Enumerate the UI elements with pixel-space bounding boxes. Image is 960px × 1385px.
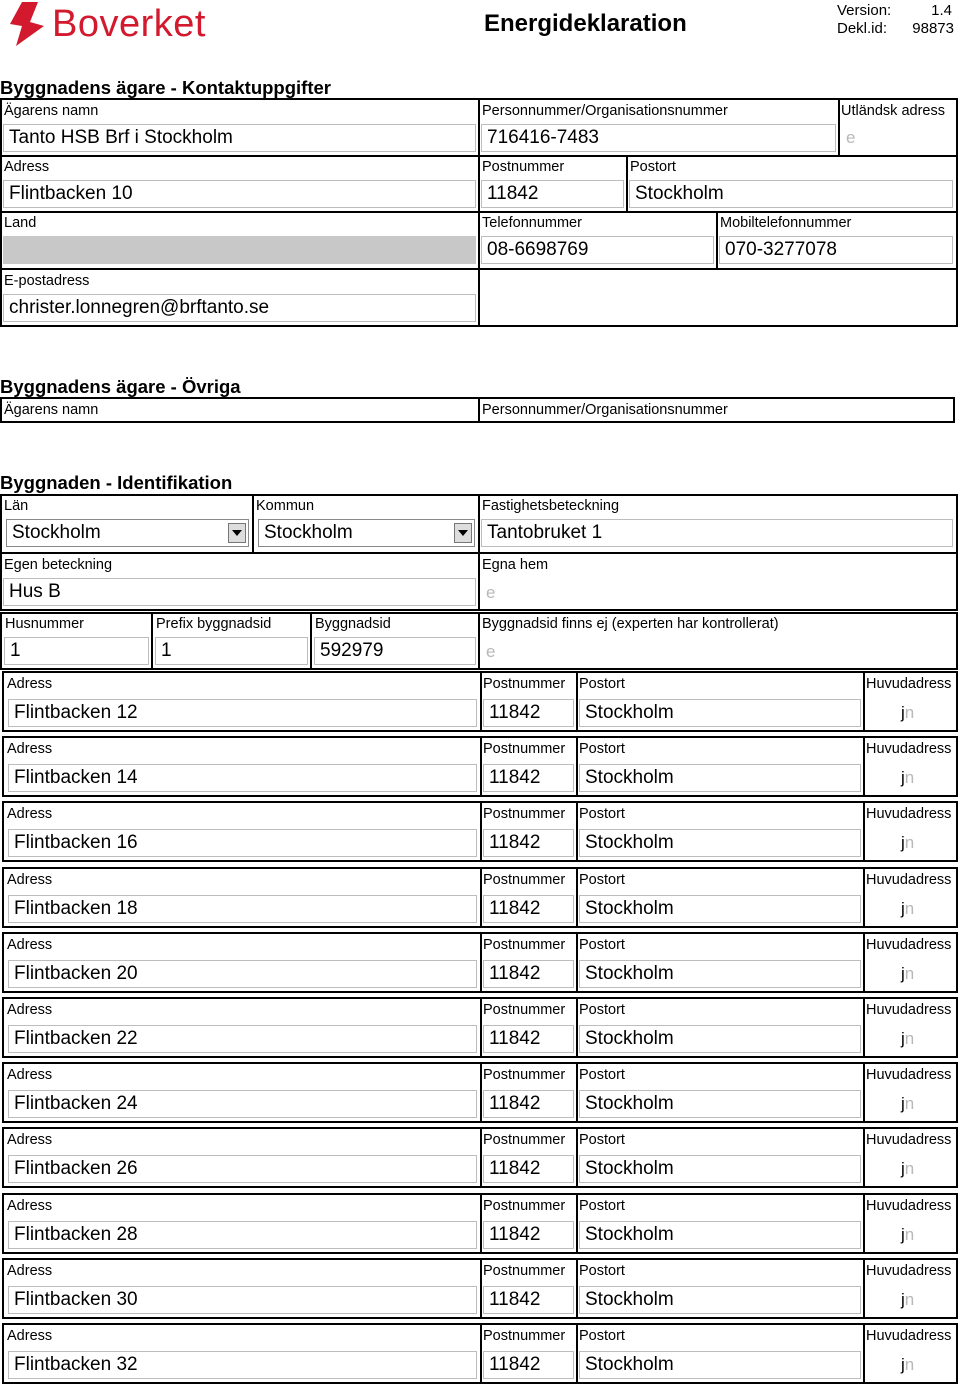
huvudadress-yes-option[interactable]: j bbox=[901, 833, 905, 852]
kommun-select[interactable] bbox=[258, 519, 475, 547]
kommun-value: Stockholm bbox=[264, 522, 353, 543]
address-postnr-field[interactable]: 11842 bbox=[483, 1221, 574, 1249]
postort-label: Postort bbox=[579, 806, 625, 822]
postnummer-label: Postnummer bbox=[483, 1328, 566, 1344]
address-row bbox=[2, 671, 958, 732]
huvudadress-radio[interactable] bbox=[901, 1029, 914, 1049]
postnummer-label: Postnummer bbox=[483, 806, 566, 822]
postort-label: Postort bbox=[579, 1198, 625, 1214]
address-street-field[interactable]: Flintbacken 32 bbox=[8, 1351, 477, 1379]
address-label: Adress bbox=[7, 1067, 53, 1083]
huvudadress-label: Huvudadress bbox=[866, 1002, 952, 1018]
country-label: Land bbox=[4, 215, 37, 231]
boverket-logo-mark bbox=[6, 0, 56, 46]
egna-hem-label: Egna hem bbox=[482, 557, 549, 573]
lan-label: Län bbox=[4, 498, 29, 514]
egen-beteckning-label: Egen beteckning bbox=[4, 557, 113, 573]
huvudadress-yes-option[interactable]: j bbox=[901, 1029, 905, 1048]
huvudadress-label: Huvudadress bbox=[866, 1198, 952, 1214]
version-label: Version: bbox=[837, 2, 892, 19]
huvudadress-no-option[interactable]: n bbox=[904, 1094, 915, 1113]
postort-label: Postort bbox=[579, 676, 625, 692]
huvudadress-radio[interactable] bbox=[901, 1094, 914, 1114]
postort-label: Postort bbox=[579, 1263, 625, 1279]
huvudadress-radio[interactable] bbox=[901, 899, 914, 919]
address-postnr-field[interactable]: 11842 bbox=[483, 699, 574, 727]
egen-beteckning-field[interactable]: Hus B bbox=[3, 578, 476, 606]
huvudadress-no-option[interactable]: n bbox=[904, 1225, 915, 1244]
postort-label: Postort bbox=[579, 1067, 625, 1083]
address-street-field[interactable]: Flintbacken 30 bbox=[8, 1286, 477, 1314]
huvudadress-label: Huvudadress bbox=[866, 1263, 952, 1279]
address-street-field[interactable]: Flintbacken 20 bbox=[8, 960, 477, 988]
huvudadress-no-option[interactable]: n bbox=[904, 899, 915, 918]
address-label: Adress bbox=[7, 806, 53, 822]
huvudadress-label: Huvudadress bbox=[866, 1067, 952, 1083]
postort-label: Postort bbox=[579, 1132, 625, 1148]
prefix-field[interactable]: 1 bbox=[155, 637, 308, 665]
huvudadress-yes-option[interactable]: j bbox=[901, 1094, 905, 1113]
huvudadress-radio[interactable] bbox=[901, 703, 914, 723]
address-row bbox=[2, 1193, 958, 1254]
address-street-field[interactable]: Flintbacken 14 bbox=[8, 764, 477, 792]
doc-title: Energideklaration bbox=[484, 10, 687, 37]
address-postnr-field[interactable]: 11842 bbox=[483, 1286, 574, 1314]
huvudadress-radio[interactable] bbox=[901, 1290, 914, 1310]
huvudadress-no-option[interactable]: n bbox=[904, 1159, 915, 1178]
foreign-address-label: Utländsk adress bbox=[841, 103, 945, 119]
huvudadress-yes-option[interactable]: j bbox=[901, 964, 905, 983]
address-street-field[interactable]: Flintbacken 22 bbox=[8, 1025, 477, 1053]
address-label: Adress bbox=[7, 1198, 53, 1214]
huvudadress-radio[interactable] bbox=[901, 768, 914, 788]
address-postort-field[interactable]: Stockholm bbox=[579, 1351, 861, 1379]
address-postort-field[interactable]: Stockholm bbox=[579, 1090, 861, 1118]
byggnadsid-missing-checkbox[interactable]: e bbox=[486, 642, 496, 661]
address-row bbox=[2, 1258, 958, 1319]
address-label: Adress bbox=[7, 1002, 53, 1018]
huvudadress-no-option[interactable]: n bbox=[904, 1355, 915, 1374]
version-value: 1.4 bbox=[931, 2, 952, 19]
postnummer-label: Postnummer bbox=[483, 937, 566, 953]
address-postnr-field[interactable]: 11842 bbox=[483, 960, 574, 988]
byggnadsid-missing-label: Byggnadsid finns ej (experten har kontrollerat) bbox=[482, 616, 779, 632]
boverket-logo bbox=[6, 0, 221, 48]
postnummer-label: Postnummer bbox=[483, 1132, 566, 1148]
address-postort-field[interactable]: Stockholm bbox=[579, 895, 861, 923]
address-postnr-field[interactable]: 11842 bbox=[483, 764, 574, 792]
address-row bbox=[2, 736, 958, 797]
huvudadress-radio[interactable] bbox=[901, 1159, 914, 1179]
huvudadress-no-option[interactable]: n bbox=[904, 964, 915, 983]
huvudadress-yes-option[interactable]: j bbox=[901, 1159, 905, 1178]
postnummer-label: Postnummer bbox=[483, 1002, 566, 1018]
mobile-field[interactable]: 070-3277078 bbox=[719, 236, 953, 264]
postnummer-label: Postnummer bbox=[483, 872, 566, 888]
address-street-field[interactable]: Flintbacken 28 bbox=[8, 1221, 477, 1249]
owner-postort-label: Postort bbox=[630, 159, 676, 175]
address-row bbox=[2, 801, 958, 862]
huvudadress-label: Huvudadress bbox=[866, 741, 952, 757]
address-postnr-field[interactable]: 11842 bbox=[483, 1351, 574, 1379]
huvudadress-radio[interactable] bbox=[901, 1225, 914, 1245]
address-postort-field[interactable]: Stockholm bbox=[579, 1025, 861, 1053]
huvudadress-yes-option[interactable]: j bbox=[901, 1225, 905, 1244]
address-label: Adress bbox=[7, 872, 53, 888]
postort-label: Postort bbox=[579, 1328, 625, 1344]
email-label: E-postadress bbox=[4, 273, 90, 289]
huvudadress-yes-option[interactable]: j bbox=[901, 1290, 905, 1309]
address-postnr-field[interactable]: 11842 bbox=[483, 829, 574, 857]
address-street-field[interactable]: Flintbacken 26 bbox=[8, 1155, 477, 1183]
huvudadress-yes-option[interactable]: j bbox=[901, 768, 905, 787]
country-field[interactable] bbox=[3, 236, 476, 264]
kommun-label: Kommun bbox=[256, 498, 315, 514]
address-row bbox=[2, 1062, 958, 1123]
foreign-address-checkbox[interactable]: e bbox=[846, 128, 856, 147]
huvudadress-yes-option[interactable]: j bbox=[901, 703, 905, 722]
lan-dropdown-icon[interactable] bbox=[228, 523, 246, 543]
address-postnr-field[interactable]: 11842 bbox=[483, 895, 574, 923]
address-row bbox=[2, 1127, 958, 1188]
owner-postort-field[interactable]: Stockholm bbox=[629, 180, 953, 208]
phone-label: Telefonnummer bbox=[482, 215, 582, 231]
address-postort-field[interactable]: Stockholm bbox=[579, 1286, 861, 1314]
huvudadress-no-option[interactable]: n bbox=[904, 1290, 915, 1309]
postort-label: Postort bbox=[579, 741, 625, 757]
address-row bbox=[2, 1323, 958, 1384]
owner-address-field[interactable]: Flintbacken 10 bbox=[3, 180, 476, 208]
owner-address-label: Adress bbox=[4, 159, 50, 175]
owner-name-field[interactable]: Tanto HSB Brf i Stockholm bbox=[3, 124, 476, 152]
brand-name: Boverket bbox=[52, 3, 206, 45]
address-postort-field[interactable]: Stockholm bbox=[579, 1221, 861, 1249]
address-street-field[interactable]: Flintbacken 18 bbox=[8, 895, 477, 923]
owner-postnr-field[interactable]: 11842 bbox=[481, 180, 624, 208]
postort-label: Postort bbox=[579, 1002, 625, 1018]
huvudadress-radio[interactable] bbox=[901, 1355, 914, 1375]
huvudadress-label: Huvudadress bbox=[866, 1132, 952, 1148]
address-row bbox=[2, 932, 958, 993]
address-label: Adress bbox=[7, 937, 53, 953]
address-postort-field[interactable]: Stockholm bbox=[579, 699, 861, 727]
postnummer-label: Postnummer bbox=[483, 1263, 566, 1279]
address-label: Adress bbox=[7, 1132, 53, 1148]
huvudadress-label: Huvudadress bbox=[866, 806, 952, 822]
postort-label: Postort bbox=[579, 937, 625, 953]
huvudadress-radio[interactable] bbox=[901, 833, 914, 853]
address-postnr-field[interactable]: 11842 bbox=[483, 1025, 574, 1053]
address-postort-field[interactable]: Stockholm bbox=[579, 829, 861, 857]
address-street-field[interactable]: Flintbacken 16 bbox=[8, 829, 477, 857]
address-row bbox=[2, 997, 958, 1058]
owner-postnr-label: Postnummer bbox=[482, 159, 565, 175]
egna-hem-checkbox[interactable]: e bbox=[486, 583, 496, 602]
postnummer-label: Postnummer bbox=[483, 1067, 566, 1083]
address-row bbox=[2, 867, 958, 928]
address-label: Adress bbox=[7, 1263, 53, 1279]
email-field[interactable]: christer.lonnegren@brftanto.se bbox=[3, 294, 476, 322]
address-street-field[interactable]: Flintbacken 24 bbox=[8, 1090, 477, 1118]
huvudadress-label: Huvudadress bbox=[866, 872, 952, 888]
fastighet-field[interactable]: Tantobruket 1 bbox=[481, 519, 953, 547]
address-street-field[interactable]: Flintbacken 12 bbox=[8, 699, 477, 727]
byggnadsid-label: Byggnadsid bbox=[315, 616, 391, 632]
address-postort-field[interactable]: Stockholm bbox=[579, 1155, 861, 1183]
deklid-label: Dekl.id: bbox=[837, 20, 888, 37]
huvudadress-label: Huvudadress bbox=[866, 937, 952, 953]
huvudadress-yes-option[interactable]: j bbox=[901, 899, 905, 918]
address-label: Adress bbox=[7, 676, 53, 692]
owner-orgnr-label: Personnummer/Organisationsnummer bbox=[482, 103, 728, 119]
address-label: Adress bbox=[7, 741, 53, 757]
huvudadress-no-option[interactable]: n bbox=[904, 1029, 915, 1048]
phone-field[interactable]: 08-6698769 bbox=[481, 236, 714, 264]
owner-name-label: Ägarens namn bbox=[4, 103, 99, 119]
prefix-label: Prefix byggnadsid bbox=[156, 616, 272, 632]
postnummer-label: Postnummer bbox=[483, 676, 566, 692]
deklid-value: 98873 bbox=[912, 20, 954, 37]
huvudadress-no-option[interactable]: n bbox=[904, 703, 915, 722]
owner-contact-heading: Byggnadens ägare - Kontaktuppgifter bbox=[0, 77, 331, 98]
husnummer-label: Husnummer bbox=[5, 616, 84, 632]
address-postnr-field[interactable]: 11842 bbox=[483, 1090, 574, 1118]
huvudadress-label: Huvudadress bbox=[866, 676, 952, 692]
owner-orgnr-field[interactable]: 716416-7483 bbox=[481, 124, 836, 152]
owner-other-orgnr-label: Personnummer/Organisationsnummer bbox=[482, 402, 728, 418]
building-heading: Byggnaden - Identifikation bbox=[0, 472, 233, 493]
address-postort-field[interactable]: Stockholm bbox=[579, 960, 861, 988]
mobile-label: Mobiltelefonnummer bbox=[720, 215, 852, 231]
postort-label: Postort bbox=[579, 872, 625, 888]
owner-other-name-label: Ägarens namn bbox=[4, 402, 99, 418]
address-label: Adress bbox=[7, 1328, 53, 1344]
huvudadress-no-option[interactable]: n bbox=[904, 768, 915, 787]
address-postnr-field[interactable]: 11842 bbox=[483, 1155, 574, 1183]
postnummer-label: Postnummer bbox=[483, 741, 566, 757]
kommun-dropdown-icon[interactable] bbox=[454, 523, 472, 543]
lan-value: Stockholm bbox=[12, 522, 101, 543]
byggnadsid-field[interactable]: 592979 bbox=[314, 637, 476, 665]
fastighet-label: Fastighetsbeteckning bbox=[482, 498, 620, 514]
husnummer-field[interactable]: 1 bbox=[4, 637, 149, 665]
huvudadress-label: Huvudadress bbox=[866, 1328, 952, 1344]
owner-other-heading: Byggnadens ägare - Övriga bbox=[0, 376, 241, 397]
postnummer-label: Postnummer bbox=[483, 1198, 566, 1214]
huvudadress-yes-option[interactable]: j bbox=[901, 1355, 905, 1374]
lan-select[interactable] bbox=[6, 519, 249, 547]
huvudadress-radio[interactable] bbox=[901, 964, 914, 984]
address-postort-field[interactable]: Stockholm bbox=[579, 764, 861, 792]
huvudadress-no-option[interactable]: n bbox=[904, 833, 915, 852]
